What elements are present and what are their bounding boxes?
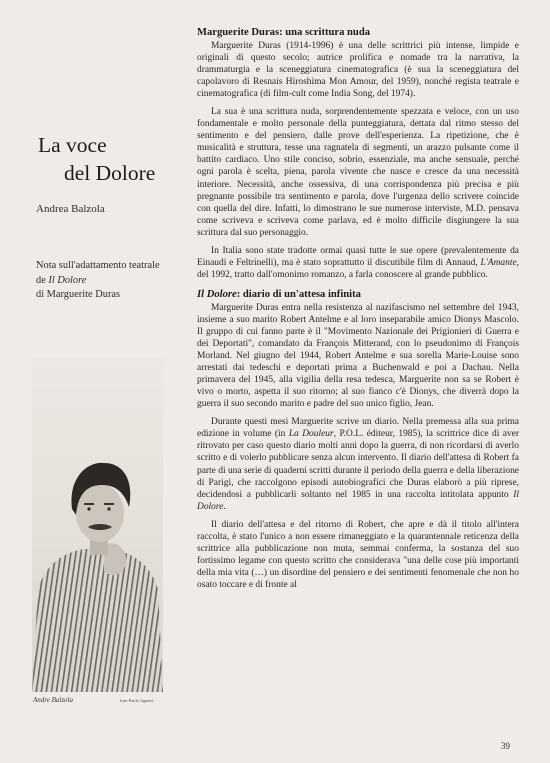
section-2-paragraph-2-part-c: . [223, 501, 226, 512]
article-note [36, 259, 186, 303]
section-2-paragraph-3: Il diario dell'attesa e del ritorno di Robert, che apre e dà il titolo all'intera raccolta, è stato l'unico a non essere rimaneggiato e la quarantennale reticenza della scrittrice alla pubblicazione non muta, semmai conferma, la sostanza del suo fortissimo legame con questo scritto che considerava "una delle cose più importanti della mia vita (…) un disordine del pensiero e dei sentimenti fenomenale che non ho osato toccare e di fronte al [197, 519, 519, 590]
title-line-2: del Dolore [64, 161, 156, 185]
section-1-paragraph-3 [197, 245, 519, 281]
film-title: L'Amante [480, 257, 517, 268]
note-line-2-prefix: de [36, 274, 49, 286]
section-2-paragraph-2 [197, 416, 519, 512]
article-body [197, 26, 519, 597]
book-title-french: La Douleur [288, 429, 334, 440]
section-1-paragraph-3-part-a: In Italia sono state tradotte ormai quasi tutte le sue opere (prevalentemente da Einaudi e Feltrinelli), ma è stato soprattutto il discutibile film di Annaud, [197, 245, 519, 268]
note-line-2-title: Il Dolore [48, 274, 87, 286]
note-line-1: Nota sull'adattamento teatrale [36, 260, 160, 271]
section-2-heading [197, 288, 519, 301]
article-title [38, 131, 188, 187]
section-2-heading-title: Il Dolore [197, 288, 237, 300]
note-line-3: di Marguerite Duras [36, 289, 121, 300]
author-photo [32, 357, 163, 692]
section-2-paragraph-1: Marguerite Duras entra nella resistenza al nazifascismo nel settembre del 1943, insieme a suo marito Robert Antelme e al loro inseparabile amico Dionys Mascolo. Il gruppo di cui fanno parte è il "Movimento Nazionale dei Prigionieri di Guerra e dei Deportati", comandato da François Mitterand, con lo pseudonimo di François Morland. Nel giugno del 1944, Robert Antelme e sua sorella Marie-Louise sono arrestati dai tedeschi e deportati prima a Buchenwald e poi a Dachau. Nella primavera del 1945, alla vigilia della resa tedesca, Marguerite non sa se Robert è vivo o morto, aspetta il suo ritorno; al suo fianco c'è Dionys, che diverrà dopo la guerra il suo secondo marito e padre del suo unico figlio, Jean. [197, 302, 519, 410]
section-1-paragraph-1: Marguerite Duras (1914-1996) è una delle scrittrici più intense, limpide e originali di questo secolo; autrice prolifica e nomade tra la narrativa, la drammaturgia e la sceneggiatura cinematografica (è sua la sceneggiatura del capolavoro di Resnais Hiroshima Mon Amour, del 1959), nonché regista teatrale e cinematografica (di film-cult come India Song, del 1974). [197, 41, 519, 100]
section-1-heading: Marguerite Duras: una scrittura nuda [197, 27, 371, 38]
book-title-italian: Il Dolore [197, 489, 519, 512]
section-1-paragraph-3-part-b: , del 1992, tratto dall'omonimo romanzo, a farla conoscere al grande pubblico. [197, 257, 519, 280]
title-line-1: La voce [38, 133, 107, 157]
page-number: 39 [501, 741, 510, 751]
author-photo-image [32, 357, 163, 692]
photo-caption: Andre Balzola [33, 696, 73, 704]
photo-credit: foto Paolo Agnesi [120, 698, 153, 703]
section-2-heading-rest: : diario di un'attesa infinita [236, 288, 361, 300]
section-1-paragraph-2: La sua è una scrittura nuda, sorprendentemente spezzata e veloce, con un uso fondamentale e molto personale della punteggiatura, dettata dal ritmo stesso del sentimento e del pensiero, dalle prove dell'esperienza. La ripetizione, che è musicalità e struttura, tesse una ragnatela di segmenti, un arazzo pulsante come il battito cardiaco. Uno stile conciso, sobrio, essenziale, ma anche sensuale, perché ogni parola è scelta, piena, parola vivente che nasce e cresce da una necessità interiore. Necessità, anche ossessiva, di una corrispondenza più precisa e più pregnante possibile tra sentimento e parola, dove l'urgenza dello scrivere coincide con quella del dire. Infatti, lo dimostrano le sue numerose interviste, M.D. pensava come scriveva e scriveva come parlava, ed è molto difficile disgiungere la sua scrittura dal suo personaggio. [197, 107, 519, 238]
author-name: Andrea Balzola [36, 203, 105, 215]
section-2-paragraph-2-part-b: , P.O.L. éditeur, 1985), la scrittrice dice di aver ritrovato per caso questo diario molti anni dopo la guerra, di non ricordarsi di averlo scritto e di volerlo pubblicare senza alcun intervento. Il diario dell'attesa di Robert fa parte di una serie di quaderni scritti durante il periodo della guerra e della liberazione di Parigi, che raccolgono episodi autobiografici che Duras elaborò a più riprese, decidendosi a pubblicarli soltanto nel 1985 in una raccolta intitolata appunto [197, 429, 519, 500]
section-2-paragraph-2-part-a: Durante questi mesi Marguerite scrive un diario. Nella premessa alla sua prima edizione in volume (in [197, 417, 519, 440]
